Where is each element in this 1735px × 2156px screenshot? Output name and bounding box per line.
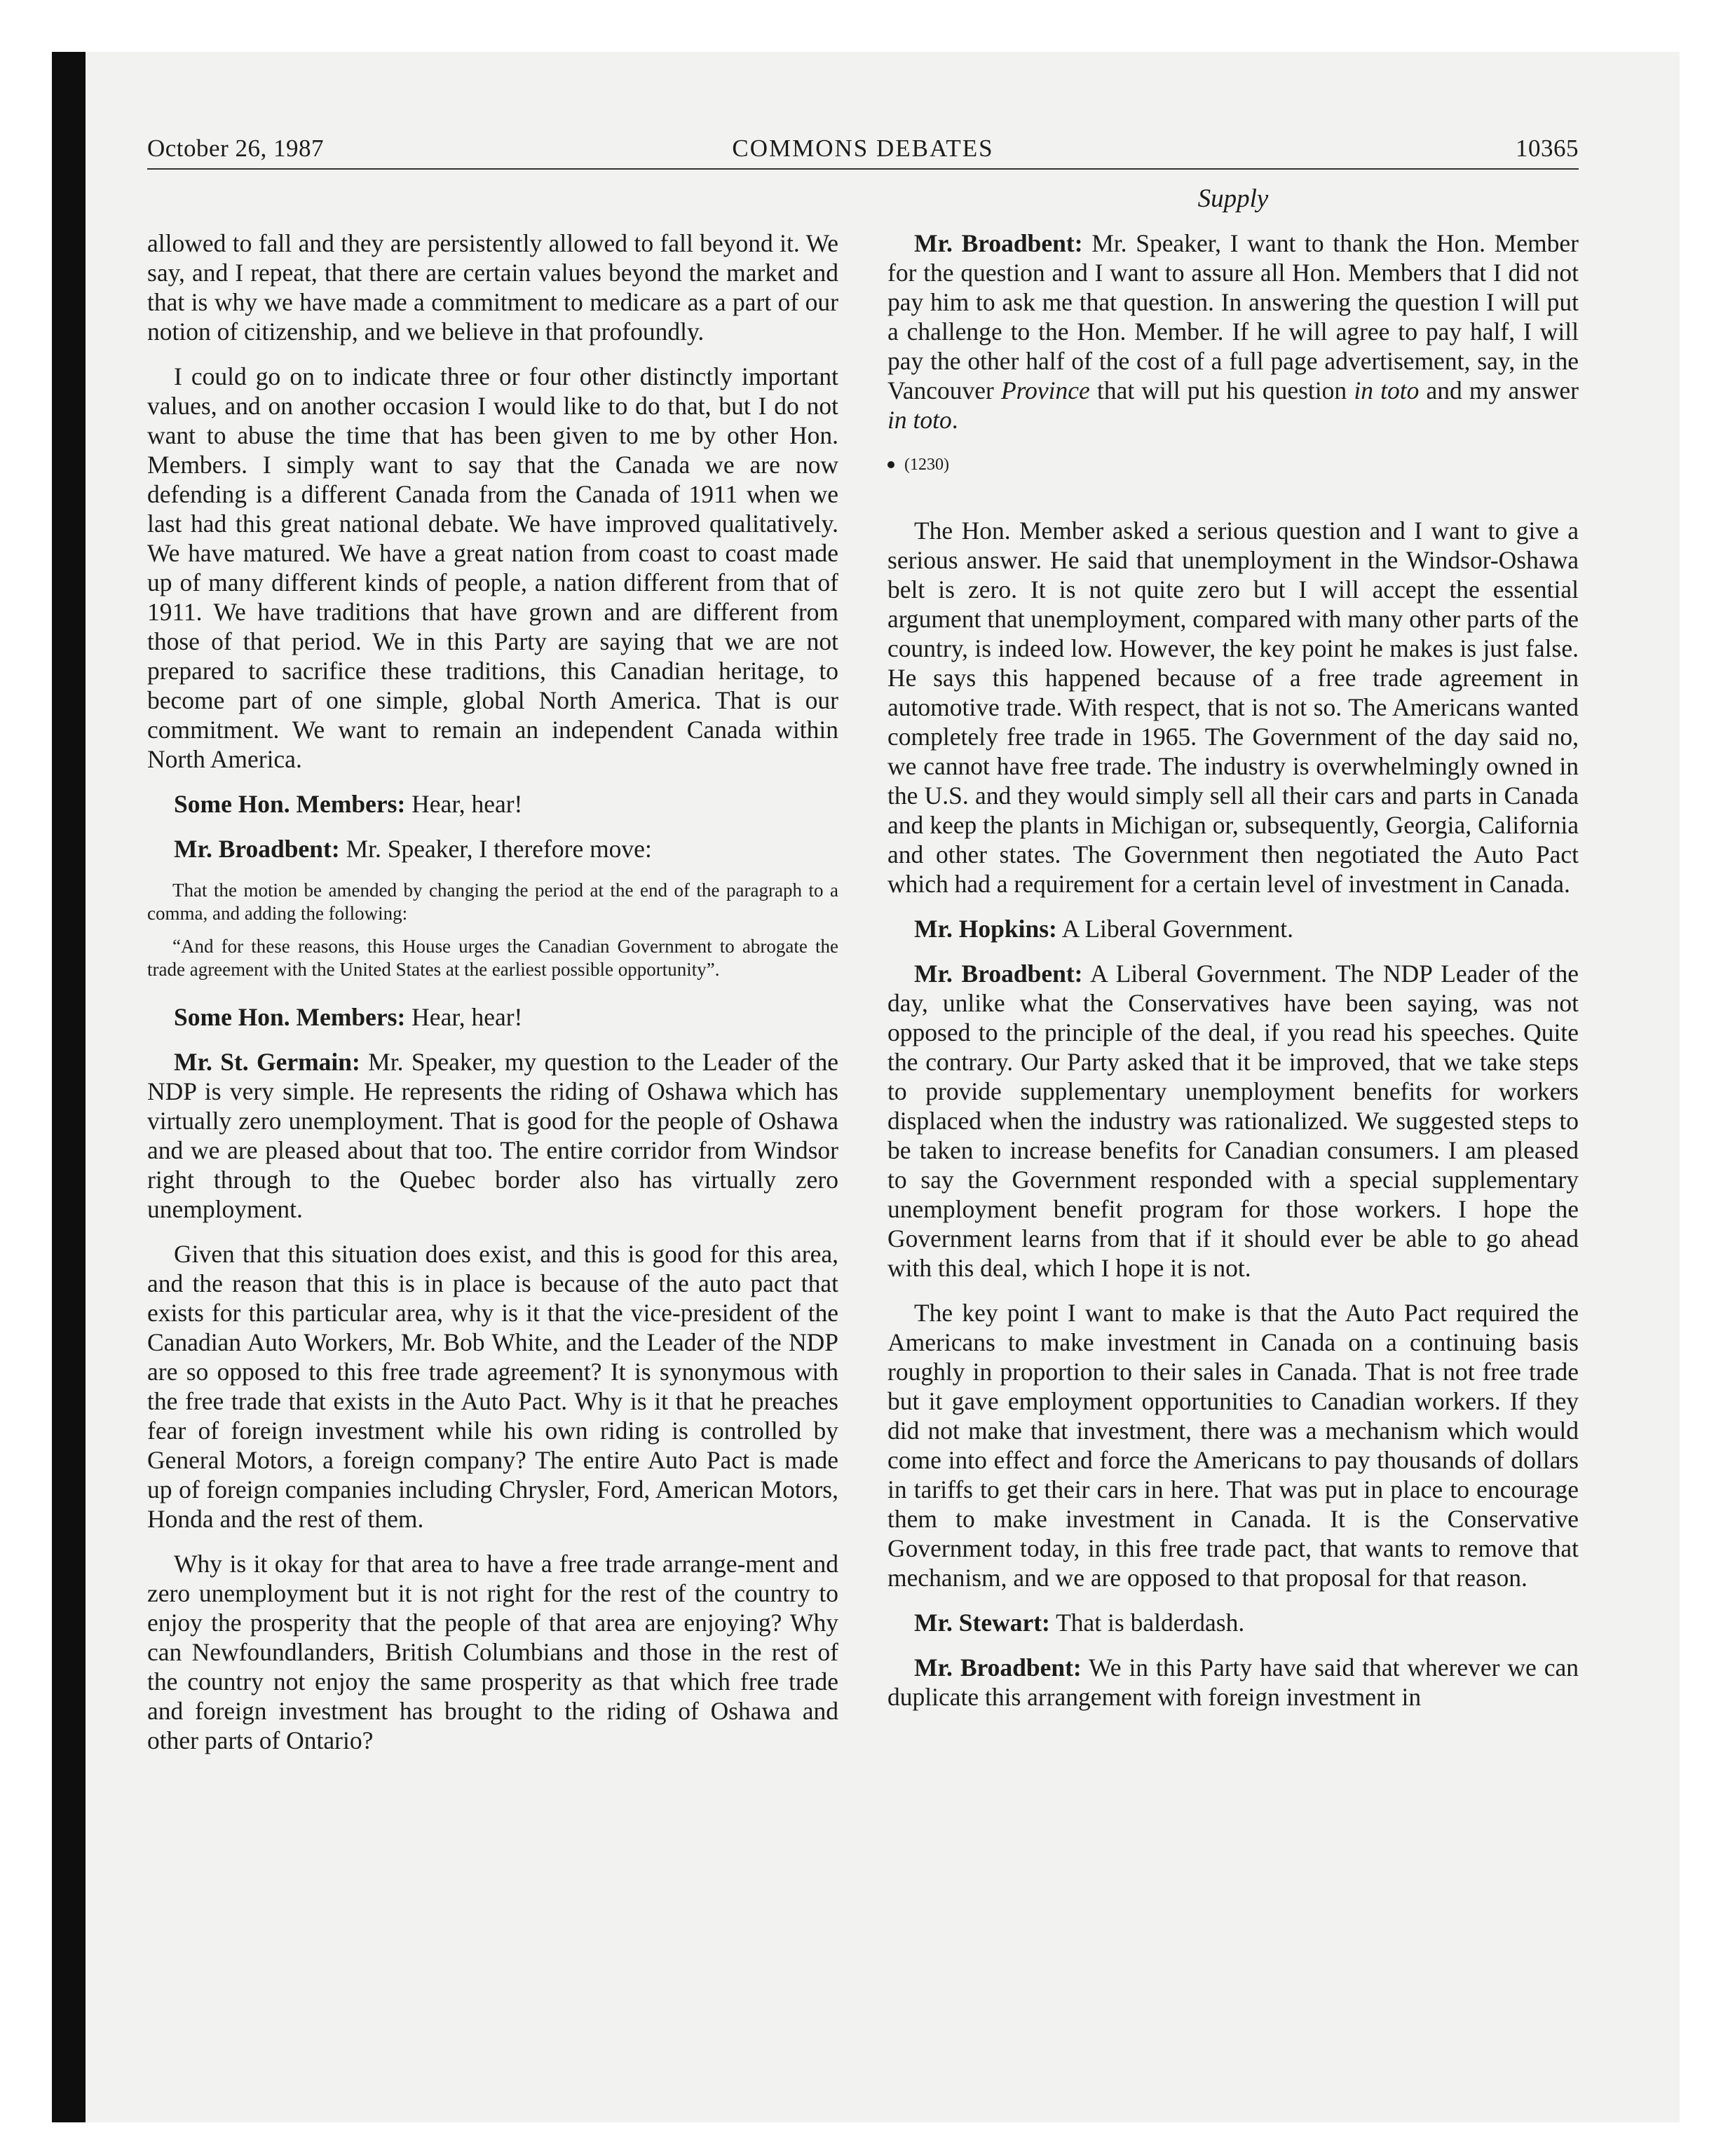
speech xyxy=(147,1002,838,1032)
speaker-name: Mr. Stewart: xyxy=(914,1609,1050,1637)
header-rule xyxy=(147,168,1579,170)
bullet-icon xyxy=(887,461,894,468)
speaker-name: Mr. Broadbent: xyxy=(914,229,1083,257)
speech xyxy=(887,228,1579,435)
latin-phrase: in toto xyxy=(887,406,952,434)
left-column xyxy=(147,228,838,1770)
paragraph: The Hon. Member asked a serious question and I want to give a serious answer. He said that unemployment in the Windsor-Oshawa belt is zero. It is not quite zero but I will accept the essential argument that unemployment, compared with many other parts of the country, is indeed low. However, the key point he makes is just false. He says this happened because of a free trade agreement in automotive trade. With respect, that is not so. The Americans wanted completely free trade in 1965. The Government of the day said no, we cannot have free trade. The industry is overwhelmingly owned in the U.S. and they would simply sell all their cars and parts in Canada and keep the plants in Michigan or, subsequently, Georgia, California and other states. The Government then negotiated the Auto Pact which had a requirement for a certain level of investment in Canada. xyxy=(887,517,1579,898)
speech xyxy=(147,789,838,819)
header-date: October 26, 1987 xyxy=(147,135,324,162)
speech-text: That is balderdash. xyxy=(1049,1609,1245,1637)
speaker-name: Some Hon. Members: xyxy=(174,790,406,818)
running-head: Supply xyxy=(1197,184,1269,213)
speech xyxy=(887,1653,1579,1712)
paragraph: The key point I want to make is that the Auto Pact required the Americans to make investment in Canada on a continuing basis roughly in proportion to their sales in Canada. That is not free trade but it gave employment opportunities to Canadian workers. If they did not make that investment, there was a mechanism which would come into effect and force the Americans to pay thousands of dollars in tariffs to get their cars in here. That was put in place to encourage them to make investment in Canada. It is the Conservative Government today, in this free trade pact, that wants to remove that mechanism, and we are opposed to that proposal for that reason. xyxy=(887,1299,1579,1592)
motion-text: That the motion be amended by changing the period at the end of the paragraph to a comma, and adding the following: xyxy=(147,880,838,924)
time-marker xyxy=(887,450,1579,479)
speech-text: Hear, hear! xyxy=(405,790,523,818)
speech xyxy=(887,959,1579,1283)
speech-text: A Liberal Government. The NDP Leader of the day, unlike what the Conservatives have been saying, was not opposed to the principle of the deal, if you read his speeches. Quite the contrary. Our Party asked that it be improved, that we take steps to provide supplementary unemployment benefits for workers displaced when the industry was rationalized. We suggested steps to be taken to increase benefits for Canadian consumers. I am pleased to say the Government responded with a special supplementary unemployment benefit program for those workers. I hope the Government learns from that if it should ever be able to go ahead with this deal, which I hope it is not. xyxy=(887,960,1579,1282)
speech-text: . xyxy=(951,406,958,434)
motion-quote: “And for these reasons, this House urges the Canadian Government to abrogate the trade agreement with the United States at the earliest possible opportunity”. xyxy=(147,936,838,980)
speaker-name: Mr. Broadbent: xyxy=(174,835,340,863)
paragraph: allowed to fall and they are persistently allowed to fall beyond it. We say, and I repeat, that there are certain values beyond the market and that is why we have made a commitment to medicare as a part of our notion of citizenship, and we believe in that profoundly. xyxy=(147,229,838,346)
binding-edge xyxy=(52,52,86,2122)
speech xyxy=(887,1608,1579,1637)
page-header xyxy=(147,135,1579,168)
speech xyxy=(147,834,838,864)
speech xyxy=(147,1047,838,1224)
speech-text: that will put his question xyxy=(1089,376,1354,404)
speaker-name: Mr. St. Germain: xyxy=(174,1048,360,1076)
right-column xyxy=(887,228,1579,1727)
speech-text: Mr. Speaker, I want to thank the Hon. Member for the question and I want to assure all Hon. Members that I did not pay him to ask me that question. In answering the question I will put a challenge to the Hon. Member. If he will agree to pay half, I will pay the other half of the cost of a full page advertisement, say, in the Vancouver xyxy=(887,229,1579,404)
speaker-name: Some Hon. Members: xyxy=(174,1003,406,1031)
speech-text: A Liberal Government. xyxy=(1056,915,1294,943)
paragraph: Given that this situation does exist, and this is good for this area, and the reason that this is in place is because of the auto pact that exists for this particular area, why is it that the vice-president of the Canadian Auto Workers, Mr. Bob White, and the Leader of the NDP are so opposed to this free trade agreement? It is synonymous with the free trade that exists in the Auto Pact. Why is it that he preaches fear of foreign investment while his own riding is controlled by General Motors, a foreign company? The entire Auto Pact is made up of foreign companies including Chrysler, Ford, American Motors, Honda and the rest of them. xyxy=(147,1240,838,1533)
speech-text: Mr. Speaker, my question to the Leader of the NDP is very simple. He represents the riding of Oshawa which has virtually zero unemployment. That is good for the people of Oshawa and we are pleased about that too. The entire corridor from Windsor right through to the Quebec border also has virtually zero unemployment. xyxy=(147,1048,839,1223)
speech-text: Mr. Speaker, I therefore move: xyxy=(339,835,652,863)
speech-text: and my answer xyxy=(1419,376,1579,404)
time-marker-text: (1230) xyxy=(904,456,949,474)
header-title: COMMONS DEBATES xyxy=(732,135,994,162)
speech-text: We in this Party have said that wherever we can duplicate this arrangement with foreign investment in xyxy=(887,1653,1579,1711)
speaker-name: Mr. Hopkins: xyxy=(914,915,1057,943)
speaker-name: Mr. Broadbent: xyxy=(914,1653,1082,1681)
speaker-name: Mr. Broadbent: xyxy=(914,960,1083,988)
paragraph: Why is it okay for that area to have a free trade arrange-ment and zero unemployment but it is not right for the rest of the country to enjoy the prosperity that the people of that area are enjoying? Why can Newfoundlanders, British Columbians and those in the rest of the country not enjoy the same prosperity as that which free trade and foreign investment has brought to the riding of Oshawa and other parts of Ontario? xyxy=(147,1550,838,1754)
header-page-number: 10365 xyxy=(1516,135,1579,162)
speech-text: Hear, hear! xyxy=(405,1003,523,1031)
paragraph: I could go on to indicate three or four other distinctly important values, and on another occasion I would like to do that, but I do not want to abuse the time that has been given to me by other Hon. Members. I simply want to say that the Canada we are now defending is a different Canada from the Canada of 1911 when we last had this great national debate. We have improved qualitatively. We have matured. We have a great nation from coast to coast made up of many different kinds of people, a nation different from that of 1911. We have traditions that have grown and are different from those of that period. We in this Party are saying that we are not prepared to sacrifice these traditions, this Canadian heritage, to become part of one simple, global North America. That is our commitment. We want to remain an independent Canada within North America. xyxy=(147,362,838,773)
latin-phrase: in toto xyxy=(1354,376,1420,404)
speech xyxy=(887,914,1579,943)
newspaper-name: Province xyxy=(1000,376,1090,404)
